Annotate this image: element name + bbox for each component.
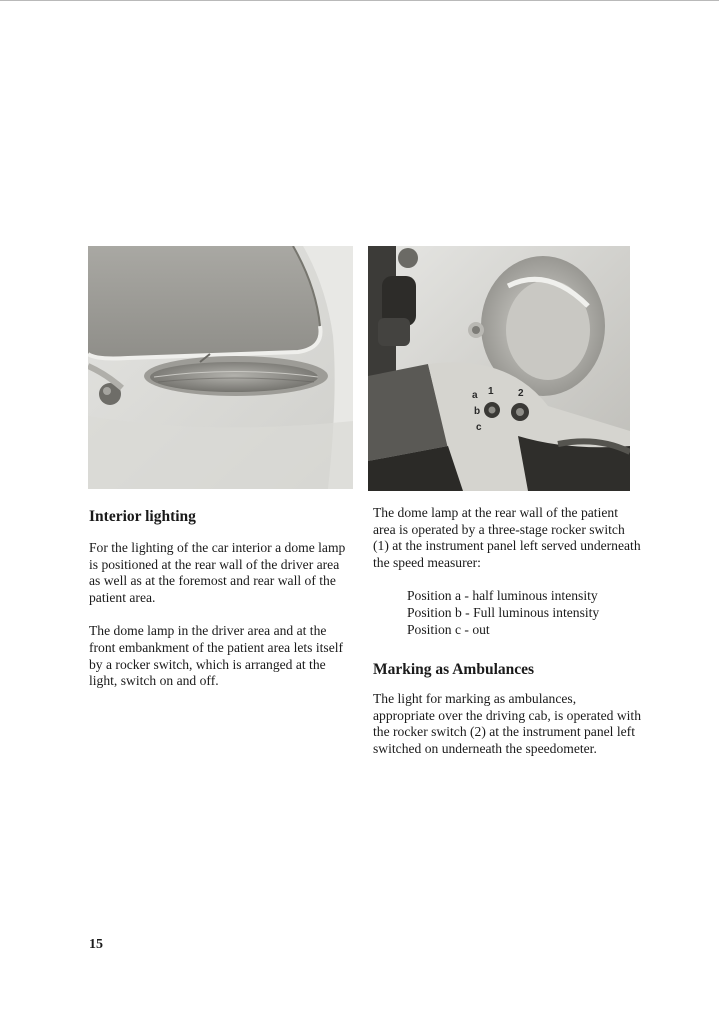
switch-label-c: c: [476, 422, 482, 433]
position-b-item: Position b - Full luminous intensity: [407, 604, 600, 620]
dome-lamp-rear-paragraph: The dome lamp at the rear wall of the patient area is operated by a three-stage rocker switch (1) at the instrument panel left served underneath the speed measurer:: [373, 505, 641, 570]
switch-label-b: b: [474, 406, 481, 417]
switch-label-2: 2: [518, 388, 524, 399]
switch-positions-list: [407, 588, 641, 638]
interior-lighting-paragraph-1: For the lighting of the car interior a dome lamp is positioned at the rear wall of the driver area as well as at the foremost and rear wall of the patient area.: [89, 540, 346, 605]
instrument-panel-photo: [368, 246, 630, 491]
dome-lamp-illustration: [88, 246, 353, 489]
marking-ambulances-paragraph: The light for marking as ambulances, appropriate over the driving cab, is operated with the rocker switch (2) at the instrument panel left switched on underneath the speedometer.: [373, 691, 642, 756]
switch-label-a: a: [472, 390, 478, 401]
position-a-item: Position a - half luminous intensity: [407, 588, 598, 604]
interior-lighting-heading: Interior lighting: [89, 508, 196, 525]
marking-ambulances-heading: Marking as Ambulances: [373, 661, 535, 679]
dome-lamp-photo: [88, 246, 353, 489]
top-rule: [0, 0, 719, 1]
page-number: 15: [89, 937, 103, 952]
instrument-panel-illustration: [368, 246, 630, 491]
left-column: [89, 507, 351, 690]
switch-label-1: 1: [488, 386, 494, 397]
position-c-item: Position c - out: [407, 621, 490, 637]
interior-lighting-paragraph-2: The dome lamp in the driver area and at the front embankment of the patient area lets itself by a rocker switch, which is arranged at the light, switch on and off.: [89, 623, 344, 689]
right-column: [373, 505, 641, 758]
